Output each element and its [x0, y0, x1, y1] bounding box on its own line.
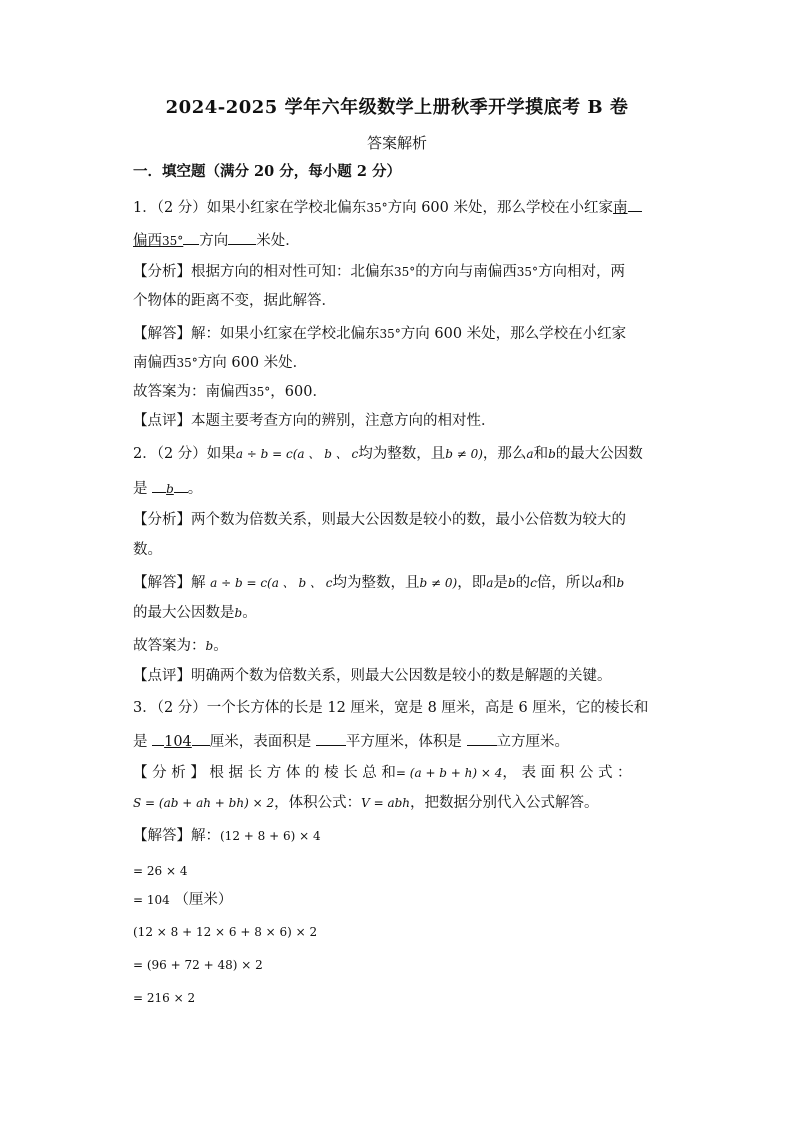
page-subtitle: 答案解析: [366, 134, 427, 152]
q1-analysis-line-2: 个物体的距离不变，据此解答．: [133, 293, 336, 309]
q1-analysis-line-1: 【分析】根据方向的相对性可知：北偏东35°的方向与南偏西35°方向相对，两: [133, 264, 626, 280]
q2-analysis-line-2: 数。: [133, 542, 162, 558]
q1-solution-line-1: 【解答】解：如果小红家在学校北偏东35°方向 600 米处，那么学校在小红家: [133, 326, 627, 342]
q1-comment: 【点评】本题主要考查方向的辨别，注意方向的相对性．: [133, 413, 496, 429]
q3-step-5: = 216 × 2: [133, 991, 196, 1005]
q2-analysis-line-1: 【分析】两个数为倍数关系，则最大公因数是较小的数，最小公倍数为较大的: [133, 512, 626, 528]
q1-line-2: 偏西35° 方向 米处．: [133, 230, 678, 250]
q3-analysis-line-2: S = (ab + ah + bh) × 2，体积公式：V = abh，把数据分别代入公式解答。: [133, 795, 599, 811]
q2-solution-line-2: 的最大公因数是b。: [133, 605, 257, 621]
q1-answer: 故答案为：南偏西35°，600．: [133, 384, 327, 400]
q2-line-2: 是 b 。: [133, 478, 678, 498]
q2-line-1: 2．（2 分）如果a ÷ b = c(a 、 b 、 c均为整数，且b ≠ 0)，那么a和b的最大公因数: [133, 446, 643, 462]
q3-step-1: = 26 × 4: [133, 864, 188, 878]
section-heading: 一．填空题（满分 20 分，每小题 2 分）: [133, 163, 401, 180]
q3-analysis-line-1: 【 分 析 】 根 据 长 方 体 的 棱 长 总 和= (a + b + h) × 4， 表 面 积 公 式 ：: [133, 765, 632, 781]
q2-comment: 【点评】明确两个数为倍数关系，则最大公因数是较小的数是解题的关键。: [133, 668, 612, 684]
q2-solution-line-1: 【解答】解 a ÷ b = c(a 、 b 、 c均为整数，且b ≠ 0)，即a是b的c倍，所以a和b: [133, 575, 625, 591]
q3-line-1: 3．（2 分）一个长方体的长是 12 厘米，宽是 8 厘米，高是 6 厘米，它的棱长和: [133, 700, 649, 716]
q2-answer: 故答案为：b。: [133, 638, 228, 654]
q1-solution-line-2: 南偏西35°方向 600 米处．: [133, 355, 308, 371]
q1-line-1: 1．（2 分）如果小红家在学校北偏东35°方向 600 米处，那么学校在小红家南: [133, 197, 678, 217]
q3-step-2: = 104 （厘米）: [133, 892, 233, 908]
page-title: 2024-2025 学年六年级数学上册秋季开学摸底考 B 卷: [165, 97, 629, 118]
q3-step-3: (12 × 8 + 12 × 6 + 8 × 6) × 2: [133, 925, 318, 939]
q3-step-4: = (96 + 72 + 48) × 2: [133, 958, 263, 972]
q3-line-2: 是 104 厘米，表面积是 平方厘米，体积是 立方厘米。: [133, 731, 678, 751]
q3-solution-line-1: 【解答】解：(12 + 8 + 6) × 4: [133, 828, 321, 844]
